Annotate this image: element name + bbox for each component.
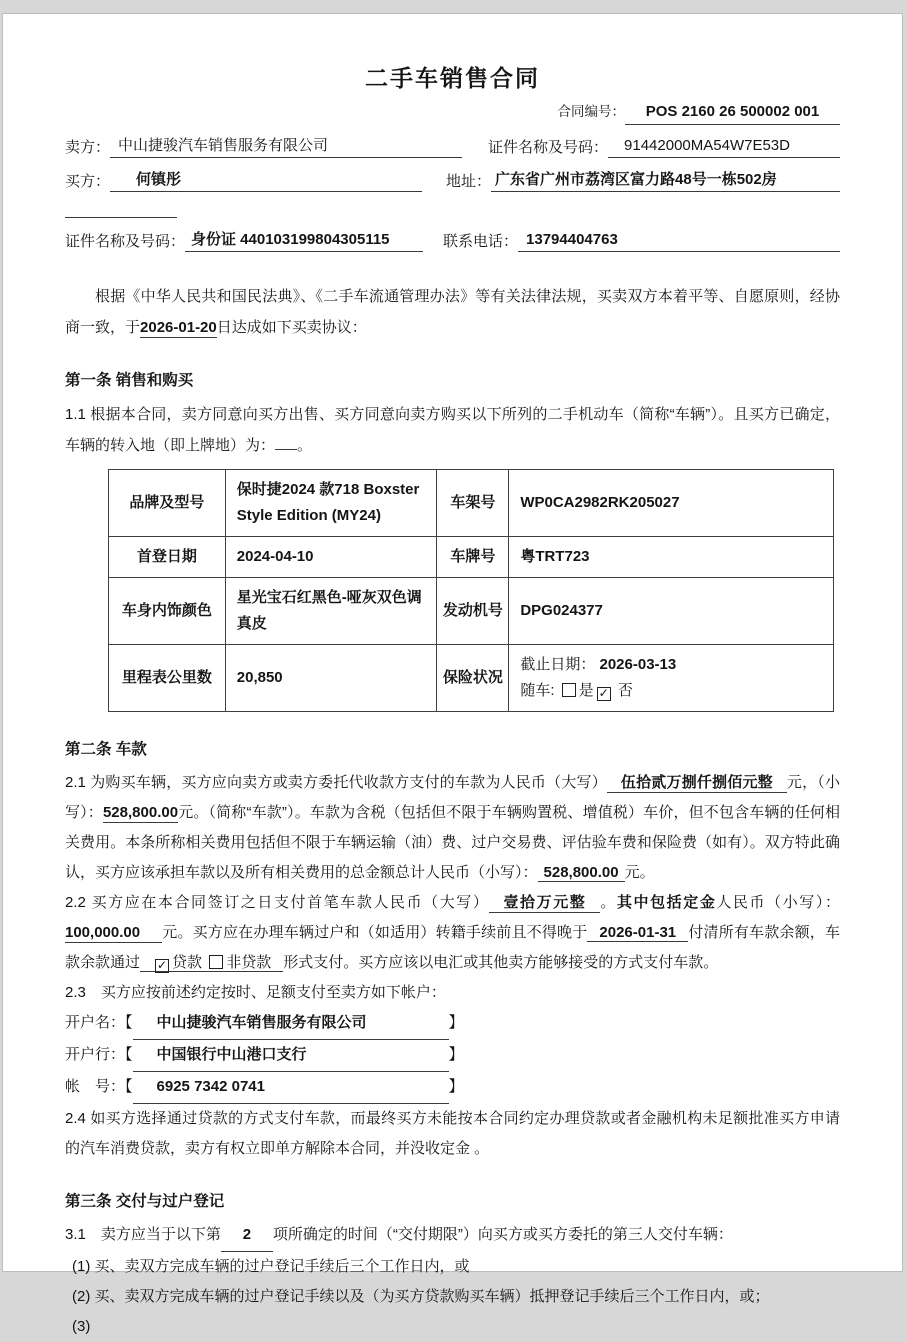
insurance-with-car-line <box>520 678 822 704</box>
table-row-color <box>109 578 834 645</box>
clause-2-4: 2.4 如买方选择通过贷款的方式支付车款，而最终买方未能按本合同约定办理贷款或者金融机构未足额批准买方申请的汽车消费贷款，卖方有权立即单方解除本合同，并没收定金 。 <box>65 1110 840 1157</box>
account-number-row <box>65 1072 840 1104</box>
clause-2-2-text-1: 2.2 买方应在本合同签订之日支付首笔车款人民币（大写） <box>65 894 490 911</box>
contract-number-label: 合同编号： <box>557 104 625 119</box>
seller-name-field: 中山捷骏汽车销售服务有限公司 <box>110 135 462 158</box>
bracket-open: 【 <box>125 1078 133 1095</box>
clause-3-1-text-2: 项所确定的时间（“交付期限”）向买方或买方委托的第三人交付车辆： <box>272 1226 733 1243</box>
color-value-cell: 星光宝石红黑色-哑灰双色调真皮 <box>225 578 437 645</box>
blank-continuation-row <box>65 203 840 218</box>
clause-2-2-text-4: 元。买方应在办理车辆过户和（如适用）转籍手续前且不得晚于 <box>162 924 588 941</box>
check-icon: ✓ <box>598 686 609 700</box>
clause-3-1-item-3: (3) <box>72 1318 91 1335</box>
brand-value-cell: 保时捷2024 款718 Boxster Style Edition (MY24) <box>225 470 437 537</box>
seller-row <box>65 135 840 158</box>
total-amount-field: 528,800.00 <box>538 864 625 882</box>
color-label-cell: 车身内饰颜色 <box>109 578 226 645</box>
buyer-cert-number-field: 身份证 440103199804305115 <box>185 229 423 252</box>
clause-2-2-text-3: 人民币（小写）： <box>716 894 840 911</box>
clause-3-1-text-1: 3.1 卖方应当于以下第 <box>65 1226 221 1243</box>
clause-1-1-end: 。 <box>297 437 313 454</box>
with-car-no-label: 否 <box>617 682 633 699</box>
delivery-option-field: 2 <box>221 1220 273 1252</box>
account-name-field: 中山捷骏汽车销售服务有限公司 <box>133 1008 449 1040</box>
mileage-label-cell: 里程表公里数 <box>109 645 226 712</box>
bank-row <box>65 1040 840 1072</box>
clause-2-2-text-5: 付清所有车款余额，车款余款通过 <box>65 924 840 971</box>
seller-cert-label: 证件名称及号码： <box>488 139 609 156</box>
buyer-label: 买方： <box>65 173 111 190</box>
seller-label: 卖方： <box>65 139 111 156</box>
balance-deadline-field: 2026-01-31 <box>587 924 688 942</box>
bank-label: 开户行： <box>65 1046 126 1063</box>
loan-option-label: 贷款 <box>172 954 203 971</box>
clause-2-1-text-1: 2.1 为购买车辆，买方应向卖方或卖方委托代收款方支付的车款为人民币（大写） <box>65 774 607 791</box>
brand-label-cell: 品牌及型号 <box>109 470 226 537</box>
contract-document-page <box>2 13 903 1335</box>
table-row-first-reg <box>109 537 834 578</box>
insurance-expiry-label: 截止日期： <box>520 656 596 673</box>
address-field: 广东省广州市荔湾区富力路48号一栋502房 <box>491 169 840 192</box>
deposit-amount-field: 100,000.00 <box>65 924 162 943</box>
clause-2-1-text-2: 元，（小写）： <box>65 774 840 821</box>
bracket-close: 】 <box>448 1046 464 1063</box>
mileage-value-cell: 20,850 <box>225 645 437 712</box>
account-number-label: 帐 号： <box>65 1078 126 1095</box>
clause-3-1 <box>65 1220 840 1252</box>
checkbox-with-car-yes <box>562 683 576 697</box>
registration-place-blank <box>275 448 297 450</box>
checkbox-loan <box>155 959 169 973</box>
account-name-label: 开户名： <box>65 1014 126 1031</box>
insurance-status-cell <box>509 645 834 712</box>
account-name-row <box>65 1008 840 1040</box>
section-2-heading: 第二条 车款 <box>65 741 147 758</box>
preamble-text-after: 日达成如下买卖协议： <box>216 319 367 336</box>
empty-blank-line <box>65 203 177 218</box>
clause-2-1 <box>65 768 840 888</box>
insurance-expiry-line <box>520 652 822 678</box>
clause-2-2 <box>65 888 840 978</box>
clause-2-3: 2.3 买方应按前述约定按时、足额支付至卖方如下帐户： <box>65 984 446 1001</box>
section-1-heading: 第一条 销售和购买 <box>65 372 194 389</box>
table-row-mileage <box>109 645 834 712</box>
bank-field: 中国银行中山港口支行 <box>133 1040 449 1072</box>
engine-label-cell: 发动机号 <box>437 578 509 645</box>
phone-field: 13794404763 <box>518 229 840 252</box>
non-loan-option-label: 非贷款 <box>226 954 272 971</box>
buyer-name-field: 何镇彤 <box>110 169 422 192</box>
deposit-included-label: 其中包括定金 <box>616 894 717 911</box>
clause-2-1-text-3: 元。（简称“车款”）。车款为含税（包括但不限于车辆购置税、增值税）车价，但不包含车辆的任何相关费用。本条所称相关费用包括但不限于车辆运输（油）费、过户交易费、评估验车费和保险费（如有）。双方特此确认，买方应该承担车款以及所有相关费用的总金额总计人民币（小写）： <box>65 804 840 881</box>
with-car-yes-label: 是 <box>578 682 594 699</box>
payment-method-blank <box>140 954 283 972</box>
table-row-brand <box>109 470 834 537</box>
bracket-open: 【 <box>125 1046 133 1063</box>
buyer-cert-row <box>65 229 840 252</box>
check-icon: ✓ <box>156 958 168 972</box>
contract-number-value: POS 2160 26 500002 001 <box>625 101 840 125</box>
clause-2-2-text-2: 。 <box>600 894 617 911</box>
with-car-label: 随车: <box>520 682 555 699</box>
bracket-close: 】 <box>448 1078 464 1095</box>
plate-label-cell: 车牌号 <box>437 537 509 578</box>
clause-3-1-item-1: (1) 买、卖双方完成车辆的过户登记手续后三个工作日内，或 <box>72 1258 470 1275</box>
clause-2-1-text-4: 元。 <box>624 864 655 881</box>
bracket-open: 【 <box>125 1014 133 1031</box>
buyer-cert-label: 证件名称及号码： <box>65 233 186 250</box>
price-in-figures-field: 528,800.00 <box>102 804 179 821</box>
price-in-words-field: 伍拾贰万捌仟捌佰元整 <box>607 774 787 793</box>
engine-value-cell: DPG024377 <box>509 578 834 645</box>
clause-1-1-text: 1.1 根据本合同，卖方同意向买方出售、买方同意向卖方购买以下所列的二手机动车（简称“车辆”）。且买方已确定，车辆的转入地（即上牌地）为： <box>65 406 840 454</box>
first-reg-label-cell: 首登日期 <box>109 537 226 578</box>
contract-number-row <box>65 101 840 125</box>
first-reg-value-cell: 2024-04-10 <box>225 537 437 578</box>
insurance-label-cell: 保险状况 <box>437 645 509 712</box>
document-title: 二手车销售合同 <box>365 65 540 91</box>
clause-1-1 <box>65 399 840 461</box>
preamble-paragraph <box>65 281 840 343</box>
plate-value-cell: 粤TRT723 <box>509 537 834 578</box>
account-number-field: 6925 7342 0741 <box>133 1072 449 1104</box>
buyer-row <box>65 169 840 192</box>
preamble-text-before: 根据《中华人民共和国民法典》、《二手车流通管理办法》等有关法律法规，买卖双方本着平等、自愿原则，经协商一致，于 <box>65 288 840 336</box>
seller-cert-number-field: 91442000MA54W7E53D <box>608 135 840 158</box>
address-label: 地址： <box>446 173 492 190</box>
section-3-heading: 第三条 交付与过户登记 <box>65 1193 225 1210</box>
agreement-date: 2026-01-20 <box>140 319 217 336</box>
insurance-expiry-date: 2026-03-13 <box>599 656 677 673</box>
clause-2-2-text-6: 形式支付。买方应该以电汇或其他卖方能够接受的方式支付车款。 <box>283 954 719 971</box>
bracket-close: 】 <box>448 1014 464 1031</box>
vin-value-cell: WP0CA2982RK205027 <box>509 470 834 537</box>
checkbox-non-loan <box>209 955 223 969</box>
clause-3-1-item-2: (2) 买、卖双方完成车辆的过户登记手续以及（为买方贷款购买车辆）抵押登记手续后三个工作日内，或； <box>72 1288 770 1305</box>
vehicle-info-table <box>108 469 834 712</box>
phone-label: 联系电话： <box>443 233 519 250</box>
first-payment-in-words-field: 壹拾万元整 <box>489 894 600 913</box>
contract-content <box>3 14 902 1342</box>
vin-label-cell: 车架号 <box>437 470 509 537</box>
checkbox-with-car-no <box>597 687 611 701</box>
